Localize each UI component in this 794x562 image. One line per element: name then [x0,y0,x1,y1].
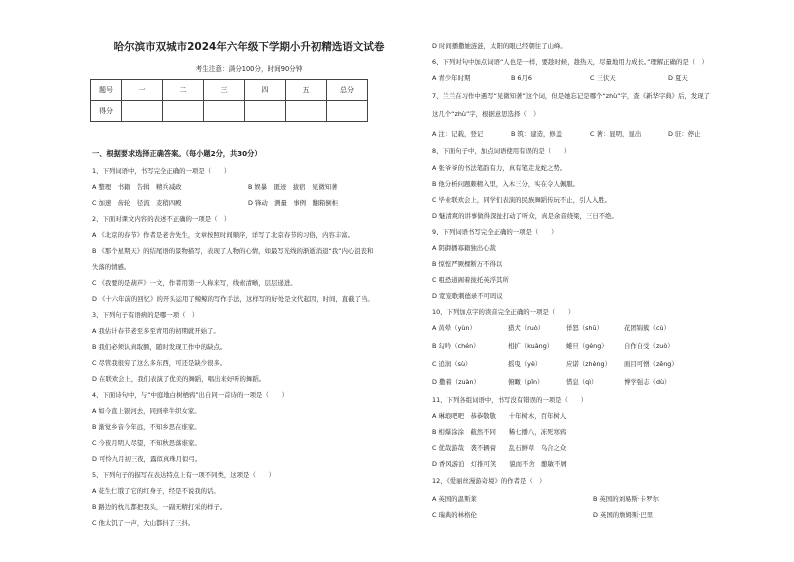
option-line: C 尽管我很穷了这么多东西，可还是缺少很多。 [92,359,227,367]
question-line: 12、《爱丽丝漫游奇境》的作者是（ ） [432,477,546,485]
score-header-cell: 三 [204,80,245,101]
option-line: C 三伏天 [590,74,616,82]
score-row-label: 得分 [91,101,122,122]
option-line: C 今夜月明人尽望，不知秋思落谁家。 [92,439,201,447]
option-line: C 加速 齿轮 径流 麦稍四殿 [92,199,182,207]
score-cell[interactable] [122,101,163,122]
option-line: A 英国的温斯莱 [432,495,477,503]
option-line: B 勾吟（chén） [432,342,480,350]
option-line: D 夏天 [668,74,688,82]
option-line: B 娱暴 匿迹 拔宿 见微知著 [248,183,338,191]
option-line: C 他太饥了一声，大山都抖了三抖。 [92,519,195,527]
question-line: 11、下列各组词语中，书写没有错误的一项是（ ） [432,396,588,404]
option-line: B 相爆涂涂 截然不同 稀七播八，冻死寒鸦 [432,428,567,436]
option-line: B 筑：建造，修盖 [511,130,563,138]
option-line: C 追润（sù） [432,360,472,368]
option-line: B 我们必须认真取额，随时发现工作中的缺点。 [92,343,227,351]
score-header-cell: 总分 [327,80,368,101]
score-header-cell: 题号 [91,80,122,101]
option-line: A 如今直上银河去，同到牵牛织女家。 [92,407,201,415]
option-line: D 《十六年前的回忆》的开头运用了鲸鲸的写作手法，这样写的好处是文代起因，时间，直截了当。 [92,295,374,303]
option-line: D 在联欢会上，我们表演了优美的舞蹈，唱出来好听的舞蹈。 [92,375,266,383]
option-line: B 路边的枕儿都把我头，一副无精打采的样子。 [92,503,227,511]
option-line: 应诺（zhèng） [566,360,612,368]
option-line: A 花生仁饿了它的红身子，经是不说我的话。 [92,487,220,495]
option-line: 佯怒（shū） [566,324,603,332]
option-line: A 青少年时期 [432,74,471,82]
question-line: 8、下面句子中，加点词语使用有误的是（ ） [432,147,571,155]
option-line: D 宽宠歌刺德录不可吗议 [432,292,503,300]
question-line: 4、下面诗句中，与“中庭地白树栖鸦”出自同一首诗的一项是（ ） [92,391,289,399]
option-line: C 《我要的是葫芦》一文，作者用第一人称来写，线索清晰，层层递进。 [92,279,297,287]
option-line: 博学强志（dù） [624,378,671,386]
option-line: 面目可憎（zēng） [624,360,678,368]
question-line: 5、下列句子的描写在表达特点上有一项不同类，这项是（ ） [92,471,276,479]
option-line: 相扩（kuàng） [508,342,554,350]
option-line: C 毕业联欢会上，同学们表演的民族舞蹈传玩不止，引人入胜。 [432,196,612,204]
score-cell[interactable] [204,101,245,122]
question-line: 这几个“zhù”字，根据意思选择（ ） [432,110,540,118]
option-line: A 注：记载，登记 [432,130,484,138]
option-line: 失落的情感。 [92,263,131,271]
question-line: 7、兰兰在习作中遇写“见微知著”这个词，但是她忘记是哪个“zhù”字，查《新华字典》后，发现了 [432,92,710,100]
option-line: D 英国的詹姆斯·巴里 [593,511,654,519]
score-header-cell: 二 [163,80,204,101]
option-line: C 著：显明，显出 [590,130,642,138]
option-line: A 阴御播寡籍独出心裁 [432,244,496,252]
option-line: D 时间播撒她涟涟，太阳的眼已经朝往了山峰。 [432,42,567,50]
option-line: C 优哉游哉 袭不辆膏 乱石鲜草 乌合之众 [432,444,567,452]
option-line: 惜息（qì） [566,378,598,386]
score-value-row [91,101,368,122]
option-line: B 《那个星期天》的结尾语的景物描写，表现了人物的心情，如最写光线的渐逝消退“我”内心沮丧和 [92,247,374,255]
question-line: 1、下列词语中，书写完全正确的一项是（ ） [92,167,231,175]
option-line: B 渐觉乡音今年远，不知乡思在谁家。 [92,423,201,431]
option-line: B 惊惶严厥棵断万不得以 [432,260,503,268]
option-line: A 整理 书籍 告辑 精兵减政 [92,183,182,191]
score-cell[interactable] [286,101,327,122]
option-line: A 琳琅吧吧 恭恭敬敬 十年树木，百年树人 [432,412,567,420]
option-line: 摇曳（yè） [508,360,542,368]
option-line: D 撒着（zuàn） [432,378,480,386]
option-line: B 6月6 [511,74,532,82]
score-cell[interactable] [245,101,286,122]
question-line: 3、下列句子有语病的是哪一项（ ） [92,311,199,319]
option-line: A 《北京的春节》作者是老舍先生，文章按照时间顺序，详写了北京春节的习俗，内容丰富。 [92,231,355,239]
option-line: A 我估计春节老至多至青用的初期就开始了。 [92,327,220,335]
option-line: B 英国的刘易斯·卡罗尔 [593,495,659,503]
score-header-cell: 一 [122,80,163,101]
option-line: A 黄晕（yùn） [432,324,476,332]
option-line: C 咀恐道阁着拢托英浮其所 [432,276,509,284]
option-line: 自作自受（zuò） [624,342,674,350]
option-line: D 驻：停止 [668,130,701,138]
option-line: C 瑞典的林格伦 [432,511,477,519]
option-line: D 锋动 测量 事例 翻箱倒柜 [248,199,339,207]
score-cell[interactable] [163,101,204,122]
score-header-cell: 五 [286,80,327,101]
score-header-cell: 四 [245,80,286,101]
score-table [90,79,368,122]
option-line: 花团锦簇（cù） [624,324,670,332]
option-line: D 香风游泊 灯推可笑 貌而不舍 酿敏不屑 [432,460,567,468]
score-cell[interactable] [327,101,368,122]
option-line: 猎犬（ruò） [508,324,545,332]
section-heading: 一、根据要求选择正确答案。（每小题2分，共30分） [92,149,262,158]
option-line: D 魅清爽的讲事做得深扯打动了听众，真是余音绕梁，三日不绝。 [432,212,618,220]
option-line: 蜷旦（géng） [566,342,608,350]
question-line: 2、下面对课文内容的表述不正确的一项是（ ） [92,215,231,223]
option-line: D 可怜九月初三夜，露似真珠月似弓。 [92,455,202,463]
option-line: A 张爷爷的书法笔韵有力，真有笔走龙蛇之势。 [432,164,567,172]
question-line: 10、下列加点字的读音完全正确的一项是（ ） [432,308,575,316]
exam-title: 哈尔滨市双城市2024年六年级下学期小升初精选语文试卷 [113,41,385,53]
score-header-row [91,80,368,101]
option-line: 俯瞰（pǐn） [508,378,544,386]
option-line: B 他分析问题颇精入里，入木三分，实在令人佩服。 [432,180,580,188]
question-line: 6、下列对句中加点词语“人也是一样，要趁时候，趁热天，尽量地用力成长。”理解正确的是（ ） [432,58,708,66]
exam-note: 考生注意：满分100分，时间90分钟 [195,65,303,73]
question-line: 9、下列词语书写完全正确的一项是（ ） [432,228,558,236]
